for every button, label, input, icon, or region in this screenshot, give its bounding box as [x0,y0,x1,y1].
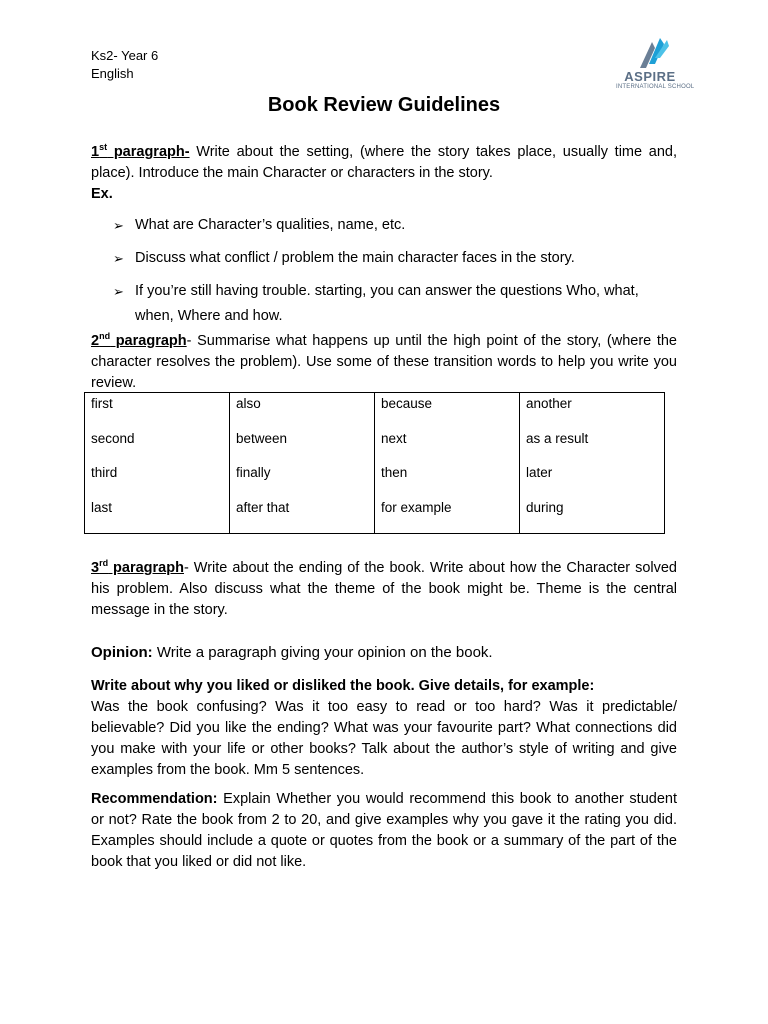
table-column [230,393,375,534]
paragraph-3-heading: 3rd paragraph [91,558,184,576]
table-cell: during [526,499,564,515]
school-logo [616,36,722,96]
paragraph-1-text: Write about the setting, (where the story takes place, usually time and, place). Introduce the main Character or characters in the story. [91,144,677,181]
paragraph-2 [91,331,677,394]
table-cell: between [236,430,288,446]
recommendation-section [91,789,677,873]
table-cell: first [91,396,113,411]
subject-name: English [91,66,134,81]
opinion-section [91,644,493,661]
bullet-list [113,213,678,337]
transition-words-table [84,392,665,534]
opinion-label: Opinion: [91,644,153,661]
table-column [85,393,230,534]
logo-subtitle: INTERNATIONAL SCHOOL [616,84,695,90]
table-cell: another [526,396,572,411]
arrow-bullet-icon: ➢ [113,251,124,266]
table-cell: for example [381,499,452,515]
table-column [375,393,520,534]
table-cell: later [526,465,553,480]
arrow-bullet-icon: ➢ [113,218,124,233]
paragraph-2-heading: 2nd paragraph [91,331,187,349]
table-cell: as a result [526,430,589,446]
school-logo-mark [622,36,678,70]
table-cell: third [91,465,118,480]
header-info [91,47,158,83]
why-heading: Write about why you liked or disliked the book. Give details, for example: [91,678,595,694]
recommendation-text: Explain Whether you would recommend this book to another student or not? Rate the book from 2 to 20, and give examples why you gave it the rating you did. Examples should include a quote or quotes from the book or a summary of the part of the book that you liked or did not like. [91,791,677,870]
table-cell: second [91,430,135,446]
paragraph-1-heading: 1st paragraph- [91,142,190,160]
class-level: Ks2- Year 6 [91,48,159,63]
list-item: ➢ If you’re still having trouble. starting, you can answer the questions Who, what, when, Where and how. [113,279,678,329]
arrow-bullet-icon: ➢ [113,284,124,299]
opinion-text: Write a paragraph giving your opinion on the book. [152,644,493,661]
paragraph-3 [91,558,677,621]
table-column [520,393,665,534]
why-text: Was the book confusing? Was it too easy to read or too hard? Was it predictable/ believable? Did you like the ending? What was your favourite part? What connections did you make with your life or other books? Talk about the author’s style of writing and give examples from the book. Mm 5 sentences. [91,699,677,778]
paragraph-2-text: - Summarise what happens up until the high point of the story, (where the character resolves the problem). Use some of these transition words to help you write you review. [91,333,678,391]
table-cell: last [91,499,113,515]
page-title: Book Review Guidelines [267,94,501,116]
table-cell: also [236,396,261,411]
table-cell: then [381,465,408,480]
example-label: Ex. [91,186,113,202]
list-item: ➢ What are Character’s qualities, name, etc. [113,213,678,238]
table-cell: finally [236,465,271,480]
why-section [91,676,677,781]
paragraph-3-text: - Write about the ending of the book. Write about how the Character solved his problem. Also discuss what the theme of the book might be. Theme is the central message in the story. [91,560,677,618]
table-cell: after that [236,499,290,515]
list-item: ➢ Discuss what conflict / problem the main character faces in the story. [113,246,678,271]
table-cell: because [381,396,433,411]
table-cell: next [381,430,407,446]
paragraph-1 [91,142,677,184]
recommendation-label: Recommendation: [91,791,218,807]
logo-name: ASPIRE [624,69,676,84]
